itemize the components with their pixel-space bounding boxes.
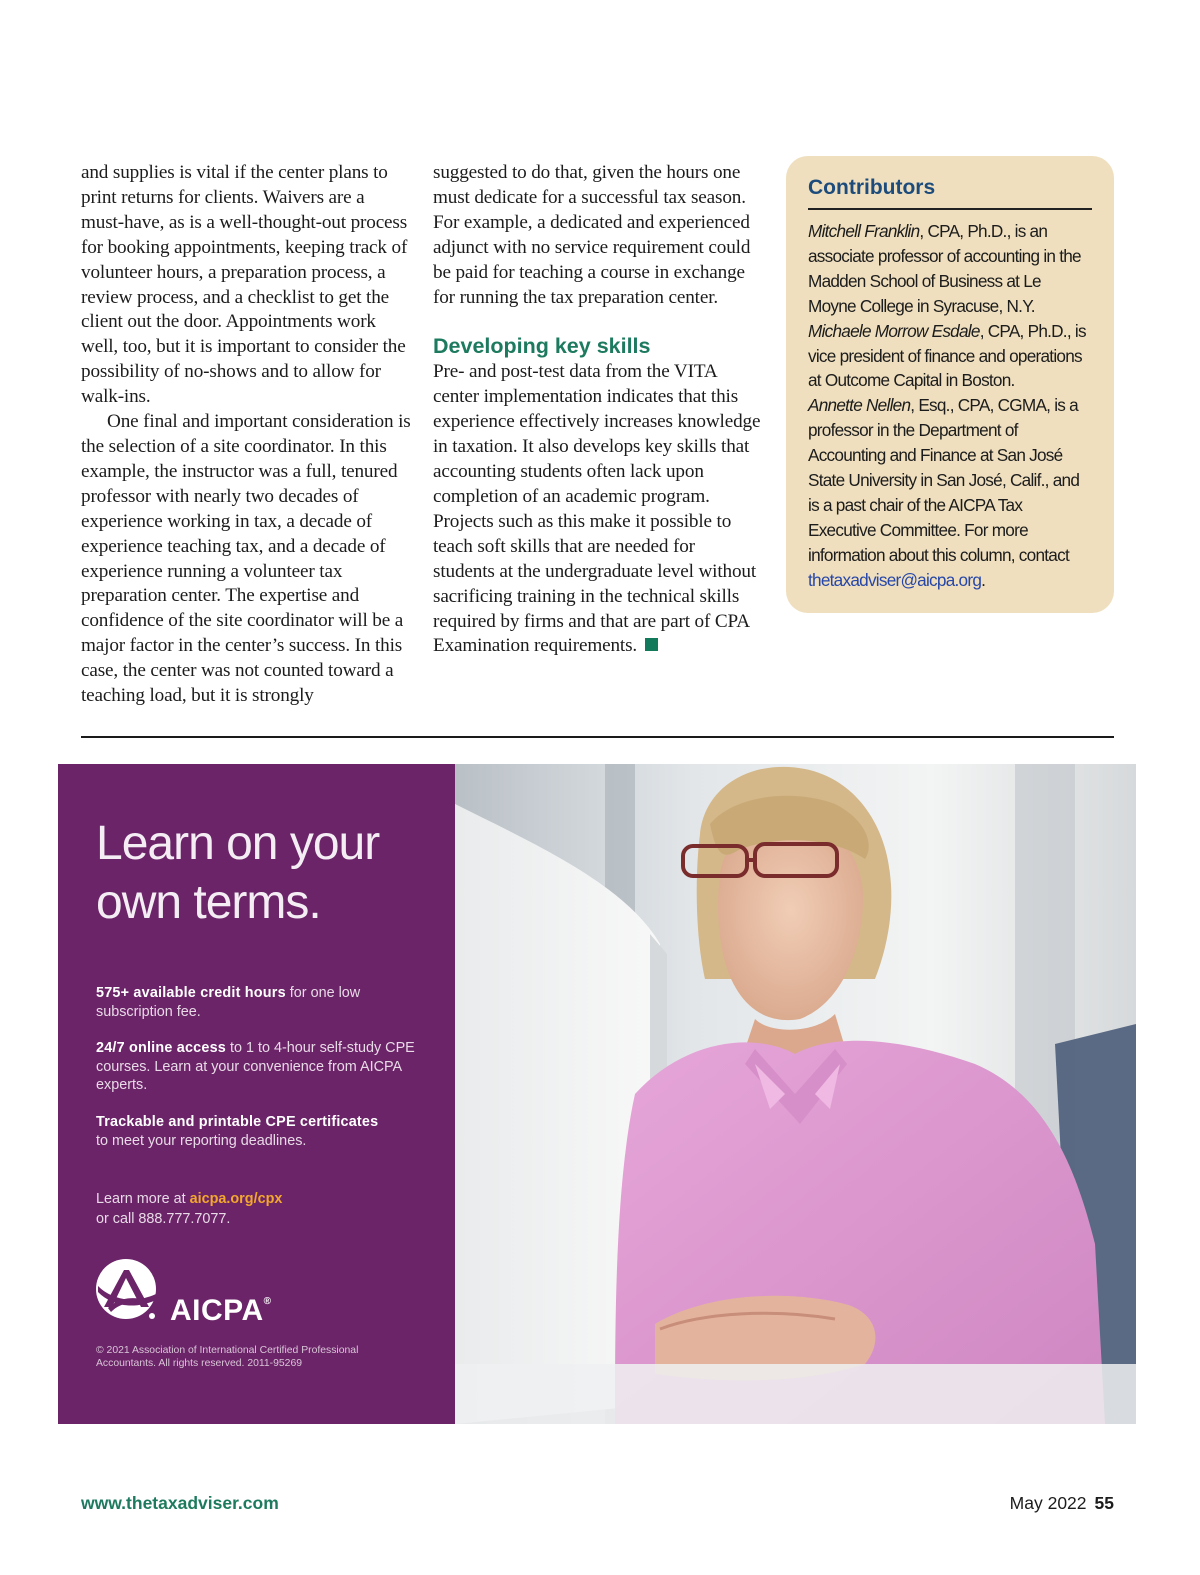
email-suffix: . (981, 569, 986, 590)
advertisement-panel[interactable] (58, 764, 455, 1424)
ad-cta-prefix: Learn more at (96, 1191, 190, 1207)
ad-cta-phone: or call 888.777.7077. (96, 1211, 231, 1227)
contact-email-link[interactable]: thetaxadviser@aicpa.org (808, 569, 982, 590)
page-number: 55 (1094, 1493, 1114, 1513)
article-paragraph: One final and important consideration is the selection of a site coordinator. In this example, the instructor was a full, tenured professor with nearly two decades of experience working in tax, a decade of experience teaching tax, and a decade of experience running a volunteer tax preparation center. The expertise and confidence of the site coordinator will be a major factor in the center’s success. In this case, the center was not counted toward a teaching load, but it is strongly (81, 411, 411, 707)
article-column-1 (81, 161, 411, 709)
section-heading: Developing key skills (433, 334, 651, 359)
aicpa-brand: AICPA (170, 1294, 264, 1327)
contributors-box (786, 156, 1114, 613)
article-paragraph: suggested to do that, given the hours one must dedicate for a successful tax season. For example, a dedicated and experienced adjunct with no service requirement could be paid for teaching a course in exchange for running the tax preparation center. (433, 162, 751, 308)
ad-photo-woman-at-computer (455, 764, 1136, 1424)
aicpa-wordmark (170, 1294, 272, 1328)
footer-website-link[interactable]: www.thetaxadviser.com (81, 1493, 279, 1513)
ad-feature-text: to 1 to 4-hour self-study CPE courses. Learn at your convenience from AICPA experts. (96, 1040, 415, 1093)
contributor-name: Mitchell Franklin (808, 221, 920, 241)
article-paragraph-text: Pre- and post-test data from the VITA center implementation indicates that this experience effectively increases knowledge in taxation. It also develops key skills that accounting students often lack upon completion of an academic program. Projects such as this make it possible to teach soft skills that are needed for students at the undergraduate level without sacrificing training in the technical skills required by firms and that are part of CPA Examination requirements. (433, 361, 761, 657)
end-of-article-square-icon (645, 638, 658, 651)
ad-copyright: © 2021 Association of International Certified Professional Accountants. All rights reserved. 2011-95269 (96, 1345, 359, 1369)
footer-issue-info (1010, 1493, 1114, 1514)
contributors-title: Contributors (808, 174, 1092, 210)
section-divider (81, 736, 1114, 738)
article-paragraph (433, 360, 761, 659)
ad-feature-title: Trackable and printable CPE certificates (96, 1114, 379, 1130)
ad-feature-certificates (96, 1113, 416, 1150)
contributor-name: Annette Nellen (808, 395, 911, 416)
ad-feature-title: 575+ available credit hours (96, 985, 286, 1001)
contributors-body (808, 219, 1092, 593)
trademark-symbol: ® (263, 1296, 272, 1307)
ad-feature-title: 24/7 online access (96, 1040, 226, 1056)
footer-issue-date: May 2022 (1009, 1493, 1087, 1513)
contributor-bio (808, 219, 1092, 319)
article-paragraph: and supplies is vital if the center plans to print returns for clients. Waivers are a must-have, as is a well-thought-out process for booking appointments, keeping track of volunteer hours, a preparation process, a review process, and a checklist to get the client out the door. Appointments work well, too, but it is important to consider the possibility of no-shows and to allow for walk-ins. (81, 162, 408, 408)
ad-headline: Learn on your own terms. (96, 817, 380, 929)
ad-feature-online-access (96, 1039, 416, 1095)
contributor-description: , CPA, Ph.D., is vice president of finance and operations at Outcome Capital in Boston. (808, 320, 1086, 391)
ad-feature-text: for one low subscription fee. (96, 985, 361, 1020)
article-column-2 (433, 161, 761, 659)
contributor-bio (808, 319, 1092, 394)
ad-feature-credit-hours (96, 984, 416, 1021)
contributor-description: , CPA, Ph.D., is an associate professor of accounting in the Madden School of Business at Le Moyne College in Syracuse, N.Y. (808, 221, 1081, 316)
contributor-name: Michaele Morrow Esdale (808, 320, 980, 341)
ad-cta-link[interactable]: aicpa.org/cpx (189, 1191, 283, 1207)
contributor-bio (808, 393, 1092, 592)
ad-call-to-action (96, 1189, 282, 1229)
ad-feature-text: to meet your reporting deadlines. (96, 1132, 307, 1149)
contributor-description: , Esq., CPA, CGMA, is a professor in the Department of Accounting and Finance at San José State University in San José, Calif., and is a past chair of the AICPA Tax Executive Committee. For more information about this column, contact (808, 395, 1080, 565)
